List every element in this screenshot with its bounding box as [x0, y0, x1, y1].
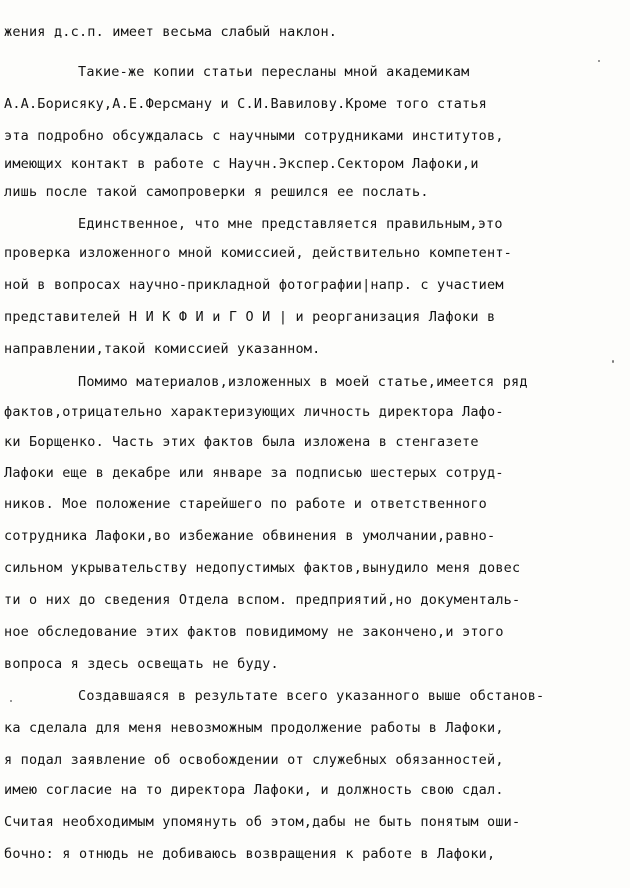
paper-speck — [10, 700, 12, 702]
text-line: проверка изложенного мной комиссией, действительно компетент- — [4, 245, 512, 261]
text-line: Единственное, что мне представляется правильным,это — [78, 216, 503, 232]
text-line: имею согласие на то директора Лафоки, и должность свою сдал. — [4, 782, 504, 798]
text-line: сотрудника Лафоки,во избежание обвинения в умолчании,равно- — [4, 528, 496, 544]
text-line: ки Борщенко. Часть этих фактов была изложена в стенгазете — [4, 434, 479, 450]
text-line: сильном укрывательству недопустимых фактов,вынудило меня довес — [4, 560, 521, 576]
text-line: бочно: я отнюдь не добиваюсь возвращения к работе в Лафоки, — [4, 846, 496, 862]
text-line: вопроса я здесь освещать не буду. — [4, 656, 279, 672]
paper-speck — [598, 60, 600, 62]
text-line: А.А.Борисяку,А.Е.Ферсману и С.И.Вавилову.Кроме того статья — [4, 96, 488, 112]
text-line: Лафоки еще в декабре или январе за подписью шестерых сотруд- — [4, 465, 504, 481]
text-line: Создавшаяся в результате всего указанного выше обстанов- — [78, 688, 545, 704]
text-line: эта подробно обсуждалась с научными сотрудниками институтов, — [4, 128, 504, 144]
text-line: я подал заявление об освобождении от служебных обязанностей, — [4, 752, 504, 768]
text-line: ти о них до сведения Отдела вспом. предприятий,но документаль- — [4, 592, 521, 608]
text-line: ное обследование этих фактов повидимому не закончено,и этого — [4, 624, 504, 640]
text-line: направлении,такой комиссией указанном. — [4, 341, 321, 357]
text-line: ной в вопросах научно-прикладной фотографии|напр. с участием — [4, 277, 504, 293]
text-line: Такие-же копии статьи пересланы мной академикам — [78, 64, 470, 80]
paper-speck — [612, 360, 614, 363]
text-line: Считая необходимым упомянуть об этом,дабы не быть понятым оши- — [4, 814, 521, 830]
text-line: ка сделала для меня невозможным продолжение работы в Лафоки, — [4, 720, 504, 736]
text-line: имеющих контакт в работе с Научн.Экспер.Сектором Лафоки,и — [4, 156, 479, 172]
text-line: ников. Мое положение старейшего по работе и ответственного — [4, 496, 488, 512]
text-line: жения д.с.п. имеет весьма слабый наклон. — [4, 24, 338, 40]
text-line: фактов,отрицательно характеризующих личность директора Лафо- — [4, 404, 504, 420]
text-line: лишь после такой самопроверки я решился ее послать. — [4, 184, 429, 200]
text-line: представителей Н И К Ф И и Г О И | и реорганизация Лафоки в — [4, 309, 496, 325]
text-line: Помимо материалов,изложенных в моей статье,имеется ряд — [78, 374, 528, 390]
